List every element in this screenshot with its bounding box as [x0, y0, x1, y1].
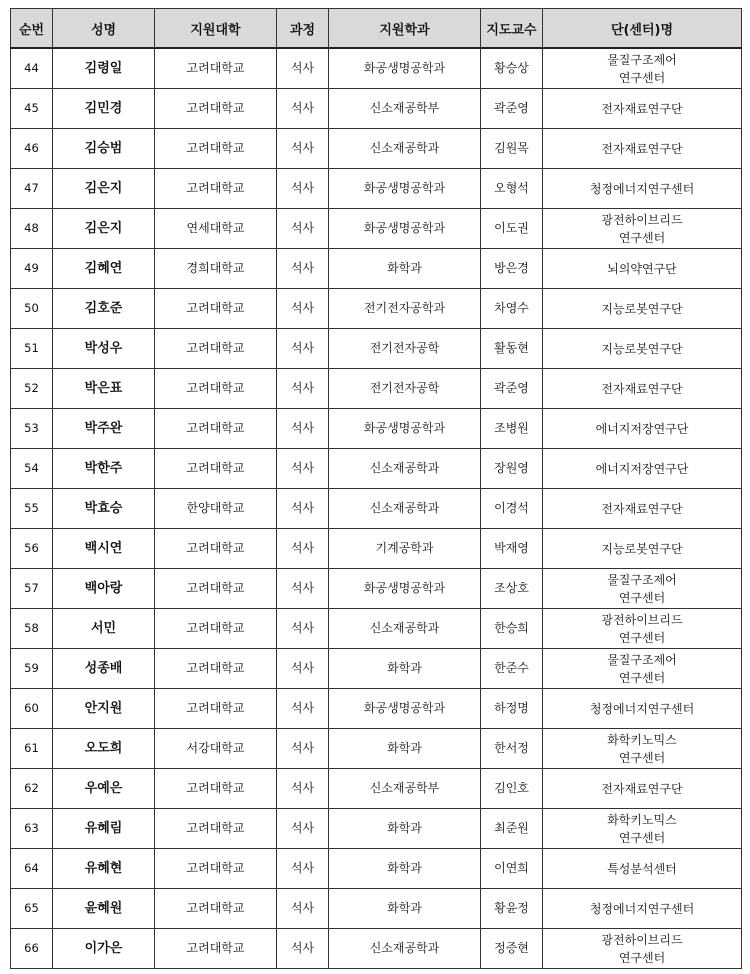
cell-number: 66	[11, 929, 53, 969]
cell-number: 53	[11, 409, 53, 449]
cell-department: 신소재공학과	[329, 929, 481, 969]
cell-advisor: 오형석	[481, 169, 543, 209]
cell-department: 전기전자공학	[329, 329, 481, 369]
table-row	[11, 929, 742, 969]
cell-advisor: 최준원	[481, 809, 543, 849]
cell-number: 49	[11, 249, 53, 289]
cell-advisor: 곽준영	[481, 369, 543, 409]
cell-course: 석사	[277, 249, 329, 289]
cell-department: 신소재공학과	[329, 129, 481, 169]
cell-name: 김은지	[53, 209, 155, 249]
cell-department: 화공생명공학과	[329, 169, 481, 209]
table-row	[11, 649, 742, 689]
cell-university: 고려대학교	[155, 289, 277, 329]
cell-number: 46	[11, 129, 53, 169]
cell-university: 고려대학교	[155, 409, 277, 449]
cell-name: 백시연	[53, 529, 155, 569]
cell-university: 고려대학교	[155, 889, 277, 929]
cell-center: 광전하이브리드 연구센터	[543, 209, 742, 249]
table-row	[11, 689, 742, 729]
cell-number: 58	[11, 609, 53, 649]
cell-name: 김령일	[53, 48, 155, 89]
cell-number: 51	[11, 329, 53, 369]
cell-number: 47	[11, 169, 53, 209]
cell-university: 고려대학교	[155, 529, 277, 569]
cell-course: 석사	[277, 889, 329, 929]
table-row	[11, 289, 742, 329]
cell-department: 화공생명공학과	[329, 209, 481, 249]
cell-department: 화공생명공학과	[329, 48, 481, 89]
table-header	[11, 9, 742, 49]
cell-department: 화학과	[329, 729, 481, 769]
cell-university: 고려대학교	[155, 569, 277, 609]
cell-course: 석사	[277, 929, 329, 969]
cell-course: 석사	[277, 609, 329, 649]
cell-course: 석사	[277, 129, 329, 169]
cell-number: 55	[11, 489, 53, 529]
applicant-table-container	[10, 8, 741, 969]
cell-center: 전자재료연구단	[543, 89, 742, 129]
cell-course: 석사	[277, 649, 329, 689]
cell-advisor: 곽준영	[481, 89, 543, 129]
cell-course: 석사	[277, 329, 329, 369]
cell-university: 고려대학교	[155, 48, 277, 89]
cell-department: 화공생명공학과	[329, 569, 481, 609]
header-department: 지원학과	[329, 9, 481, 49]
cell-name: 박한주	[53, 449, 155, 489]
cell-university: 고려대학교	[155, 329, 277, 369]
table-row	[11, 769, 742, 809]
cell-department: 화학과	[329, 809, 481, 849]
cell-center: 전자재료연구단	[543, 129, 742, 169]
cell-advisor: 방은경	[481, 249, 543, 289]
cell-department: 기계공학과	[329, 529, 481, 569]
cell-advisor: 박재영	[481, 529, 543, 569]
cell-center: 화학키노믹스 연구센터	[543, 809, 742, 849]
applicant-table	[10, 8, 742, 969]
cell-course: 석사	[277, 809, 329, 849]
cell-name: 박주완	[53, 409, 155, 449]
table-row	[11, 89, 742, 129]
cell-center: 지능로봇연구단	[543, 529, 742, 569]
cell-course: 석사	[277, 289, 329, 329]
cell-advisor: 황윤정	[481, 889, 543, 929]
cell-department: 신소재공학과	[329, 489, 481, 529]
cell-course: 석사	[277, 529, 329, 569]
cell-number: 45	[11, 89, 53, 129]
cell-university: 경희대학교	[155, 249, 277, 289]
table-row	[11, 329, 742, 369]
cell-university: 서강대학교	[155, 729, 277, 769]
cell-number: 64	[11, 849, 53, 889]
cell-advisor: 한승희	[481, 609, 543, 649]
cell-advisor: 한서정	[481, 729, 543, 769]
cell-department: 화학과	[329, 889, 481, 929]
cell-number: 48	[11, 209, 53, 249]
cell-advisor: 활동현	[481, 329, 543, 369]
cell-center: 광전하이브리드 연구센터	[543, 929, 742, 969]
cell-center: 에너지저장연구단	[543, 449, 742, 489]
cell-center: 물질구조제어 연구센터	[543, 48, 742, 89]
cell-university: 고려대학교	[155, 449, 277, 489]
cell-number: 65	[11, 889, 53, 929]
cell-name: 박성우	[53, 329, 155, 369]
cell-name: 안지원	[53, 689, 155, 729]
cell-advisor: 한준수	[481, 649, 543, 689]
cell-number: 60	[11, 689, 53, 729]
cell-department: 신소재공학부	[329, 89, 481, 129]
cell-center: 전자재료연구단	[543, 489, 742, 529]
cell-advisor: 정증현	[481, 929, 543, 969]
cell-center: 광전하이브리드 연구센터	[543, 609, 742, 649]
cell-course: 석사	[277, 89, 329, 129]
cell-department: 화학과	[329, 649, 481, 689]
cell-center: 지능로봇연구단	[543, 289, 742, 329]
cell-advisor: 장원영	[481, 449, 543, 489]
cell-name: 박은표	[53, 369, 155, 409]
cell-university: 한양대학교	[155, 489, 277, 529]
cell-department: 신소재공학과	[329, 449, 481, 489]
cell-advisor: 김원목	[481, 129, 543, 169]
cell-name: 백아랑	[53, 569, 155, 609]
cell-center: 뇌의약연구단	[543, 249, 742, 289]
cell-university: 고려대학교	[155, 929, 277, 969]
cell-name: 우예은	[53, 769, 155, 809]
cell-course: 석사	[277, 449, 329, 489]
cell-university: 고려대학교	[155, 369, 277, 409]
cell-advisor: 차영수	[481, 289, 543, 329]
table-row	[11, 209, 742, 249]
cell-department: 신소재공학과	[329, 609, 481, 649]
cell-advisor: 하정명	[481, 689, 543, 729]
cell-advisor: 이연희	[481, 849, 543, 889]
cell-university: 고려대학교	[155, 849, 277, 889]
cell-center: 특성분석센터	[543, 849, 742, 889]
cell-university: 고려대학교	[155, 809, 277, 849]
cell-number: 61	[11, 729, 53, 769]
cell-department: 화학과	[329, 249, 481, 289]
header-advisor: 지도교수	[481, 9, 543, 49]
cell-center: 전자재료연구단	[543, 769, 742, 809]
cell-center: 화학키노믹스 연구센터	[543, 729, 742, 769]
header-row	[11, 9, 742, 49]
table-row	[11, 449, 742, 489]
cell-center: 청정에너지연구센터	[543, 689, 742, 729]
cell-course: 석사	[277, 569, 329, 609]
cell-number: 63	[11, 809, 53, 849]
table-row	[11, 169, 742, 209]
cell-number: 54	[11, 449, 53, 489]
cell-name: 오도희	[53, 729, 155, 769]
cell-university: 연세대학교	[155, 209, 277, 249]
header-number: 순번	[11, 9, 53, 49]
cell-name: 윤혜원	[53, 889, 155, 929]
cell-name: 김호준	[53, 289, 155, 329]
cell-name: 이가은	[53, 929, 155, 969]
cell-department: 전기전자공학과	[329, 289, 481, 329]
table-row	[11, 48, 742, 89]
cell-name: 박효승	[53, 489, 155, 529]
cell-center: 에너지저장연구단	[543, 409, 742, 449]
cell-university: 고려대학교	[155, 169, 277, 209]
cell-advisor: 이경석	[481, 489, 543, 529]
header-center: 단(센터)명	[543, 9, 742, 49]
cell-center: 물질구조제어 연구센터	[543, 569, 742, 609]
table-row	[11, 849, 742, 889]
cell-name: 김승범	[53, 129, 155, 169]
cell-name: 김은지	[53, 169, 155, 209]
cell-advisor: 조상호	[481, 569, 543, 609]
cell-number: 62	[11, 769, 53, 809]
cell-advisor: 조병원	[481, 409, 543, 449]
cell-university: 고려대학교	[155, 609, 277, 649]
cell-number: 50	[11, 289, 53, 329]
cell-name: 성종배	[53, 649, 155, 689]
cell-university: 고려대학교	[155, 129, 277, 169]
table-row	[11, 489, 742, 529]
cell-department: 화학과	[329, 849, 481, 889]
table-row	[11, 249, 742, 289]
table-row	[11, 409, 742, 449]
header-course: 과정	[277, 9, 329, 49]
cell-center: 지능로봇연구단	[543, 329, 742, 369]
cell-center: 전자재료연구단	[543, 369, 742, 409]
cell-department: 신소재공학부	[329, 769, 481, 809]
cell-number: 59	[11, 649, 53, 689]
table-row	[11, 729, 742, 769]
cell-name: 서민	[53, 609, 155, 649]
cell-department: 화공생명공학과	[329, 689, 481, 729]
table-row	[11, 129, 742, 169]
cell-number: 52	[11, 369, 53, 409]
cell-university: 고려대학교	[155, 689, 277, 729]
cell-number: 57	[11, 569, 53, 609]
cell-university: 고려대학교	[155, 769, 277, 809]
cell-number: 44	[11, 48, 53, 89]
cell-number: 56	[11, 529, 53, 569]
cell-name: 김혜연	[53, 249, 155, 289]
table-row	[11, 889, 742, 929]
cell-course: 석사	[277, 48, 329, 89]
table-row	[11, 809, 742, 849]
cell-advisor: 황승상	[481, 48, 543, 89]
cell-department: 전기전자공학	[329, 369, 481, 409]
table-row	[11, 609, 742, 649]
table-body	[11, 48, 742, 969]
table-row	[11, 529, 742, 569]
cell-course: 석사	[277, 409, 329, 449]
cell-name: 유혜림	[53, 809, 155, 849]
cell-university: 고려대학교	[155, 649, 277, 689]
cell-course: 석사	[277, 169, 329, 209]
table-row	[11, 569, 742, 609]
cell-course: 석사	[277, 369, 329, 409]
cell-center: 청정에너지연구센터	[543, 889, 742, 929]
table-row	[11, 369, 742, 409]
cell-university: 고려대학교	[155, 89, 277, 129]
cell-advisor: 이도권	[481, 209, 543, 249]
cell-course: 석사	[277, 489, 329, 529]
cell-course: 석사	[277, 209, 329, 249]
cell-advisor: 김인호	[481, 769, 543, 809]
cell-course: 석사	[277, 689, 329, 729]
header-university: 지원대학	[155, 9, 277, 49]
cell-course: 석사	[277, 769, 329, 809]
cell-course: 석사	[277, 849, 329, 889]
cell-name: 유혜현	[53, 849, 155, 889]
cell-center: 청정에너지연구센터	[543, 169, 742, 209]
cell-department: 화공생명공학과	[329, 409, 481, 449]
cell-course: 석사	[277, 729, 329, 769]
cell-center: 물질구조제어 연구센터	[543, 649, 742, 689]
cell-name: 김민경	[53, 89, 155, 129]
header-name: 성명	[53, 9, 155, 49]
